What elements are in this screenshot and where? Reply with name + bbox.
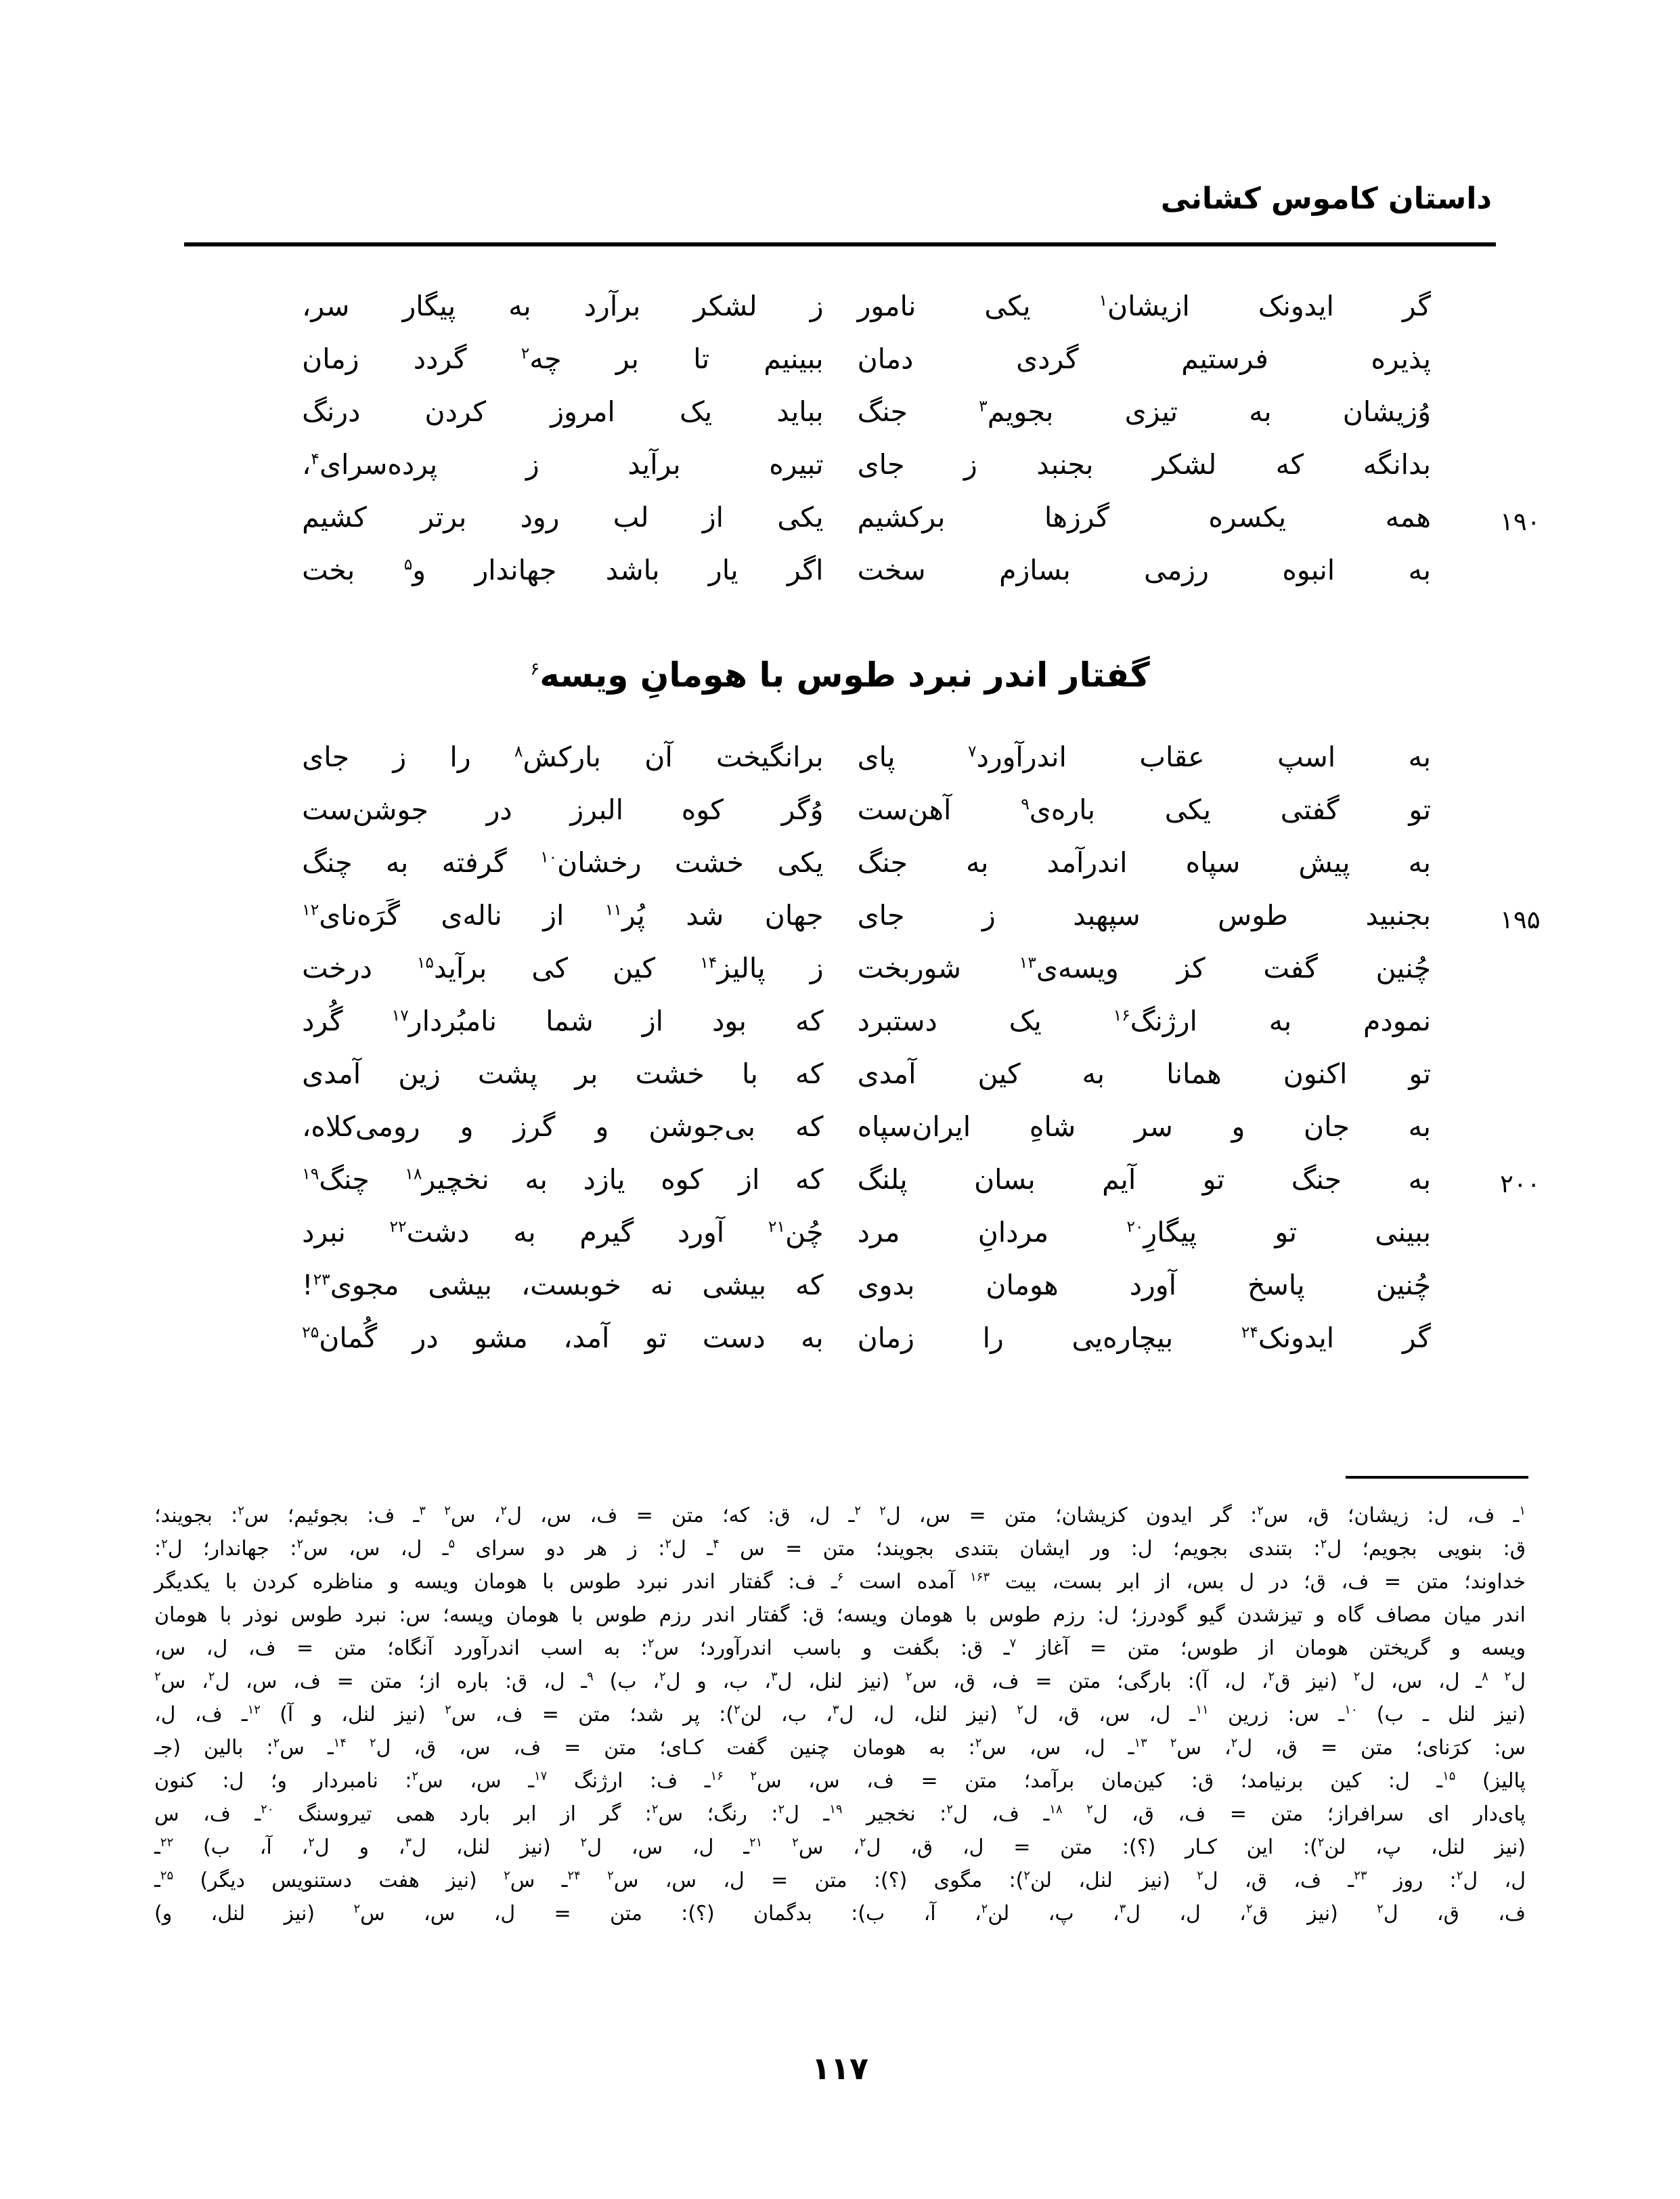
couplet — [188, 899, 1541, 955]
apparatus-line: ل، ل$^۲$: روز $^{۲۳}$ـ ف، ق، ل$^۲$ (نیز لنل، لن$^۲$): مگوی (؟): متن = ل، س، س$^۲$ $^{۲۴}$ـ س$^۲$ (نیز هفت دستنویس دیگر) $^{۲۵}$ـ — [154, 1869, 1526, 1892]
hemistich-first: پذیره فرستیم گردی دمان — [857, 343, 1431, 375]
hemistich-first: همه یکسره گرزها برکشیم — [857, 501, 1431, 534]
hemistich-first: نمودم به ارژنگ$^{۱۶}$ یک دستبرد — [857, 1005, 1431, 1037]
hemistich-first: به جان و سر شاهِ ایران‌سپاه — [857, 1110, 1431, 1143]
header-divider-rule — [184, 242, 1496, 246]
hemistich-second: به دست تو آمد، مشو در گُمان$^{۲۵}$ — [302, 1322, 824, 1354]
hemistich-first: گر ایدونک ازیشان$^۱$ یکی نامور — [857, 290, 1431, 322]
verse-number: ۱۹۵ — [1500, 905, 1541, 934]
couplet — [188, 846, 1492, 902]
hemistich-first: بجنبید طوس سپهبد ز جای — [857, 899, 1431, 932]
verse-number: ۲۰۰ — [1500, 1169, 1541, 1198]
hemistich-first: به جنگ تو آیم بسان پلنگ — [857, 1163, 1431, 1196]
hemistich-first: بدانگه که لشکر بجنبد ز جای — [857, 448, 1431, 481]
hemistich-first: وُزیشان به تیزی بجویم$^۳$ جنگ — [857, 395, 1431, 428]
page-number: ۱۱۷ — [811, 2050, 869, 2087]
couplet — [188, 1007, 1492, 1060]
verse-number: ۱۹۰ — [1500, 507, 1541, 536]
hemistich-second: وُگر کوه البرز در جوشن‌ست — [302, 793, 824, 826]
critical-apparatus — [154, 1499, 1526, 1930]
hemistich-first: به انبوه رزمی بسازم سخت — [857, 554, 1431, 586]
couplet — [188, 793, 1492, 849]
hemistich-first: تو اکنون همانا به کین آمدی — [857, 1058, 1431, 1090]
hemistich-second: که بی‌جوشن و گرز و رومی‌کلاه، — [302, 1110, 824, 1143]
apparatus-line: س: کرَنای؛ متن = ق، ل$^۲$، س$^۲$ $^{۱۳}$ـ ل، س، س$^۲$: به هومان چنین گفت کـای؛ متن = ف، س، ق، ل$^۲$ $^{۱۴}$ـ س$^۲$: بالین (جـ — [154, 1736, 1526, 1760]
page-header — [188, 181, 1492, 238]
couplet — [188, 952, 1492, 1007]
apparatus-line: خداوند؛ متن = ف، ق؛ در ل بس، از ابر بست، بیت $^{۱۶۳}$ آمده است $^۶$ـ ف: گفتار اندر نبرد طوس با هومان ویسه و مناظره کردن با یکدیگر — [154, 1570, 1526, 1594]
hemistich-first: چُنین گفت کز ویسه‌ی$^{۱۳}$ شوربخت — [857, 952, 1431, 984]
couplet — [188, 1110, 1492, 1166]
running-title: داستان کاموس کشانی — [1160, 181, 1492, 216]
apparatus-line: (نیز لنل، پ، لن$^۲$): این کـار (؟): متن = ل، ق، ل$^۲$، س$^۲$ $^{۲۱}$ـ ل، س، ل$^۲$ (نیز لنل، ل$^۳$، و ل$^۲$، آ، ب) $^{۲۲}$ـ — [154, 1835, 1526, 1859]
hemistich-second: اگر یار باشد جهاندار و$^۵$ بخت — [302, 554, 824, 586]
apparatus-line: ل$^۲$ $^۸$ـ ل، س، ل$^۲$ (نیز ق$^۲$، ل، آ): بارگی؛ متن = ف، ق، س$^۲$ (نیز لنل، ل$^۳$، ب، و ل$^۲$، ب) $^۹$ـ ل، ق: باره از؛ متن = ف، س، ل$^۲$، س$^۲$ — [154, 1670, 1526, 1693]
hemistich-first: تو گفتی یکی باره‌ی$^۹$ آهن‌ست — [857, 793, 1431, 826]
hemistich-first: چُنین پاسخ آورد هومان بدوی — [857, 1269, 1431, 1301]
apparatus-line: $^۱$ـ ف، ل: زیشان؛ ق، س$^۲$: گر ایدون کزیشان؛ متن = س، ل$^۲$ $^۲$ـ ل، ق: که؛ متن = ف، س، ل$^۲$، س$^۲$ $^۳$ـ ف: بجوئیم؛ س$^۲$: بجویند؛ — [154, 1504, 1526, 1527]
apparatus-line: (نیز لنل ـ ب) $^{۱۰}$ـ س: زرین $^{۱۱}$ـ ل، س، ق، ل$^۲$ (نیز لنل، ل، ل$^۳$، ب، لن$^۲$): پر شد؛ متن = ف، س$^۲$ (نیز لنل، و آ) $^{۱۲}$ـ ف، ل، — [154, 1703, 1526, 1726]
couplet — [188, 448, 1492, 504]
verse-block-two — [188, 741, 1541, 1377]
apparatus-line: ق: بنویی بجویم؛ ل$^۲$: بتندی بجویم؛ ل: ور ایشان بتندی بجویند؛ متن = س $^۴$ـ ل$^۲$: ز هر دو سرای $^۵$ـ ل، س، س$^۲$: جهاندار؛ ل$^۲$: — [154, 1537, 1526, 1561]
section-heading-note-marker: ۶ — [530, 659, 540, 680]
couplet — [188, 345, 1492, 398]
hemistich-second: یکی خشت رخشان$^{۱۰}$ گرفته به چنگ — [302, 846, 824, 879]
couplet — [188, 1324, 1492, 1377]
couplet — [188, 1060, 1492, 1113]
section-heading-text: گفتار اندر نبرد طوس با هومانِ ویسه — [539, 655, 1150, 695]
hemistich-second: برانگیخت آن بارکش$^۸$ را ز جای — [302, 741, 824, 773]
hemistich-second: ز لشکر برآرد به پیگار سر، — [302, 290, 824, 322]
hemistich-second: ز پالیز$^{۱۴}$ کین کی برآید$^{۱۵}$ درخت — [302, 952, 824, 984]
couplet — [188, 743, 1492, 796]
hemistich-second: که از کوه یازد به نخچیر$^{۱۸}$ چنگ$^{۱۹}$ — [302, 1163, 824, 1196]
hemistich-second: ببینیم تا بر چه$^۲$ گردد زمان — [302, 343, 824, 375]
apparatus-line: ویسه و گریختن هومان از طوس؛ متن = آغاز $^۷$ـ ق: بگفت و باسب اندرآورد؛ س$^۲$: به اسب اندرآورد آنگاه؛ متن = ف، ل، س، — [154, 1636, 1526, 1660]
hemistich-first: به پیش سپاه اندرآمد به جنگ — [857, 846, 1431, 879]
couplet — [188, 1163, 1541, 1219]
hemistich-second: تبیره برآید ز پرده‌سرای$^۴$، — [302, 448, 824, 481]
section-heading — [188, 655, 1492, 695]
hemistich-second: جهان شد پُر$^{۱۱}$ از ناله‌ی گَرَه‌نای$^{۱۲}$ — [302, 899, 824, 932]
apparatus-line: پالیز) $^{۱۵}$ـ ل: کین برنیامد؛ ق: کین‌مان برآمد؛ متن = ف، س، س$^۲$ $^{۱۶}$ـ ف: ارژنگ $^{۱۷}$ـ س، س$^۲$: نامبردار و؛ ل: کنون — [154, 1769, 1526, 1793]
couplet — [188, 292, 1492, 345]
footnote-divider-rule — [1346, 1476, 1528, 1479]
apparatus-line: ف، ق، ل$^۲$ (نیز ق$^۲$، ل، ل$^۳$، پ، لن$^۲$، آ، ب): بدگمان (؟): متن = ل، س، س$^۲$ (نیز لنل، و) — [154, 1902, 1526, 1925]
hemistich-first: گر ایدونک$^{۲۴}$ بیچاره‌یی را زمان — [857, 1322, 1431, 1354]
hemistich-second: که بیشی نه خوبست، بیشی مجوی$^{۲۳}$! — [302, 1269, 824, 1301]
hemistich-second: که با خشت بر پشت زین آمدی — [302, 1058, 824, 1090]
hemistich-first: ببینی تو پیگارِ$^{۲۰}$ مردانِ مرد — [857, 1216, 1432, 1248]
hemistich-second: یکی از لب رود برتر کشیم — [302, 501, 824, 534]
hemistich-first: به اسپ عقاب اندرآورد$^۷$ پای — [857, 741, 1431, 773]
hemistich-second: که بود از شما نامبُردار$^{۱۷}$ گُرد — [302, 1005, 824, 1037]
verse-block-one — [188, 290, 1541, 609]
couplet — [188, 1216, 1492, 1271]
hemistich-second: چُن$^{۲۱}$ آورد گیرم به دشت$^{۲۲}$ نبرد — [302, 1216, 824, 1248]
couplet — [188, 1271, 1492, 1324]
couplet — [188, 395, 1492, 451]
hemistich-second: بباید یک امروز کردن درنگ — [302, 395, 824, 428]
apparatus-line: پای‌دار ای سرافراز؛ متن = ف، ق، ل$^۲$ $^{۱۸}$ـ ف، ل$^۲$: نخجیر $^{۱۹}$ـ ل$^۲$: رنگ؛ س$^۲$: گر از ابر بارد همی تیروسنگ $^{۲۰}$ـ ف، س — [154, 1802, 1526, 1826]
apparatus-line: اندر میان مصاف گاه و تیزشدن گیو گودرز؛ ل: رزم طوس با هومان ویسه؛ ق: گفتار اندر رزم طوس با هومان ویسه؛ س: نبرد طوس نوذر با هومان — [154, 1603, 1526, 1627]
couplet — [188, 501, 1541, 557]
couplet — [188, 554, 1492, 609]
